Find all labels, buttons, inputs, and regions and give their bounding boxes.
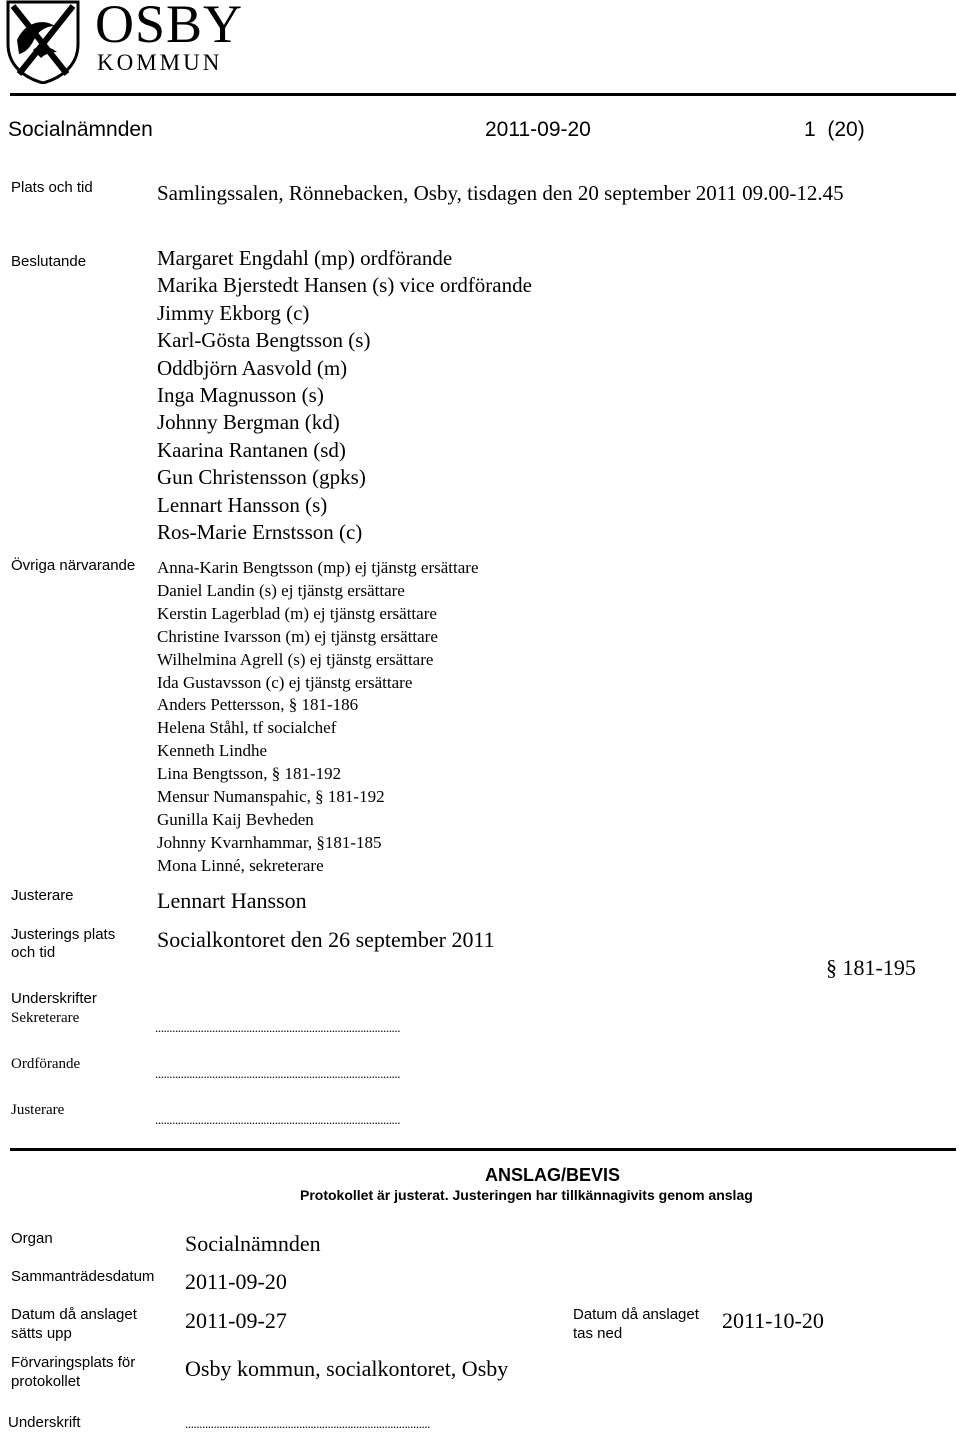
list-item: Helena Ståhl, tf socialchef: [157, 718, 337, 738]
justerare-label: Justerare: [11, 887, 74, 904]
list-item: Ros-Marie Ernstsson (c): [157, 520, 363, 545]
list-item: Lennart Hansson (s): [157, 492, 328, 517]
list-item: Anna-Karin Bengtsson (mp) ej tjänstg ersättare: [157, 558, 479, 577]
meeting-date: 2011-09-20: [485, 118, 591, 141]
datum-ned-value: 2011-10-20: [722, 1308, 824, 1333]
justerare-value: Lennart Hansson: [157, 888, 307, 913]
anslag-title: ANSLAG/BEVIS: [485, 1165, 621, 1185]
list-item: Marika Bjerstedt Hansen (s) vice ordförande: [157, 273, 532, 298]
justering-value: Socialkontoret den 26 september 2011: [157, 927, 495, 952]
list-item: Karl-Gösta Bengtsson (s): [157, 328, 371, 353]
list-item: Mensur Numanspahic, § 181-192: [157, 787, 385, 807]
forvaring-value: Osby kommun, socialkontoret, Osby: [185, 1356, 509, 1381]
sammantradesdatum-label: Sammanträdesdatum: [11, 1268, 155, 1285]
datum-upp-label-1: Datum då anslaget: [11, 1306, 137, 1323]
beslutande-label: Beslutande: [11, 253, 87, 270]
ordforande-signature-line: ......................................................................................: [155, 1066, 401, 1081]
ovriga-list: [157, 557, 479, 878]
list-item: Inga Magnusson (s): [157, 383, 324, 408]
list-item: Wilhelmina Agrell (s) ej tjänstg ersättare: [157, 649, 434, 669]
datum-upp-value: 2011-09-27: [185, 1308, 287, 1333]
list-item: Ida Gustavsson (c) ej tjänstg ersättare: [157, 672, 413, 692]
justering-label-1: Justerings plats: [11, 926, 116, 943]
sekreterare-signature-line: ......................................................................................: [155, 1020, 401, 1035]
top-divider: [10, 93, 956, 96]
beslutande-list: [157, 245, 532, 546]
list-item: Johnny Bergman (kd): [157, 410, 340, 435]
ovriga-label: Övriga närvarande: [11, 557, 136, 574]
organ-value: Socialnämnden: [185, 1231, 321, 1256]
list-item: Mona Linné, sekreterare: [157, 855, 324, 875]
justering-label-2: och tid: [11, 944, 56, 961]
datum-upp-label-2: sätts upp: [11, 1325, 72, 1342]
list-item: Jimmy Ekborg (c): [157, 300, 310, 325]
list-item: Oddbjörn Aasvold (m): [157, 355, 348, 380]
justerare-sign-label: Justerare: [11, 1102, 65, 1118]
plats-value: Samlingssalen, Rönnebacken, Osby, tisdagen den 20 september 2011 09.00-12.45: [157, 181, 844, 205]
list-item: Kenneth Lindhe: [157, 741, 267, 761]
coat-of-arms-icon: [5, 0, 81, 84]
plats-label: Plats och tid: [11, 179, 93, 196]
sekreterare-label: Sekreterare: [11, 1010, 80, 1026]
ordforande-label: Ordförande: [11, 1056, 81, 1072]
list-item: Kaarina Rantanen (sd): [157, 437, 346, 462]
list-item: Christine Ivarsson (m) ej tjänstg ersättare: [157, 626, 438, 646]
list-item: Gun Christensson (gpks): [157, 465, 366, 490]
bottom-divider: [10, 1148, 956, 1151]
osby-logo: [5, 0, 244, 84]
datum-ned-label-2: tas ned: [573, 1325, 623, 1342]
anslag-subtitle: Protokollet är justerat. Justeringen har tillkännagivits genom anslag: [300, 1187, 753, 1203]
committee-name: Socialnämnden: [8, 118, 153, 141]
forvaring-label-1: Förvaringsplats för: [11, 1354, 136, 1371]
underskrifter-label: Underskrifter: [11, 990, 97, 1007]
sammantradesdatum-value: 2011-09-20: [185, 1269, 287, 1294]
underskrift-line: ......................................................................................: [185, 1416, 431, 1431]
list-item: Margaret Engdahl (mp) ordförande: [157, 246, 453, 270]
logo-name: OSBY: [95, 0, 244, 54]
list-item: Gunilla Kaij Bevheden: [157, 809, 314, 829]
list-item: Lina Bengtsson, § 181-192: [157, 764, 342, 784]
list-item: Anders Pettersson, § 181-186: [157, 695, 359, 715]
logo-sub: KOMMUN: [97, 50, 223, 75]
datum-ned-label-1: Datum då anslaget: [573, 1306, 699, 1323]
organ-label: Organ: [11, 1230, 53, 1247]
justerare-signature-line: ......................................................................................: [155, 1112, 401, 1127]
list-item: Kerstin Lagerblad (m) ej tjänstg ersättare: [157, 603, 437, 623]
list-item: Johnny Kvarnhammar, §181-185: [157, 832, 382, 852]
list-item: Daniel Landin (s) ej tjänstg ersättare: [157, 580, 405, 600]
paragraph-range: § 181-195: [826, 955, 916, 980]
underskrift-label: Underskrift: [8, 1414, 81, 1431]
page-number: 1 (20): [804, 118, 865, 141]
forvaring-label-2: protokollet: [11, 1373, 81, 1390]
